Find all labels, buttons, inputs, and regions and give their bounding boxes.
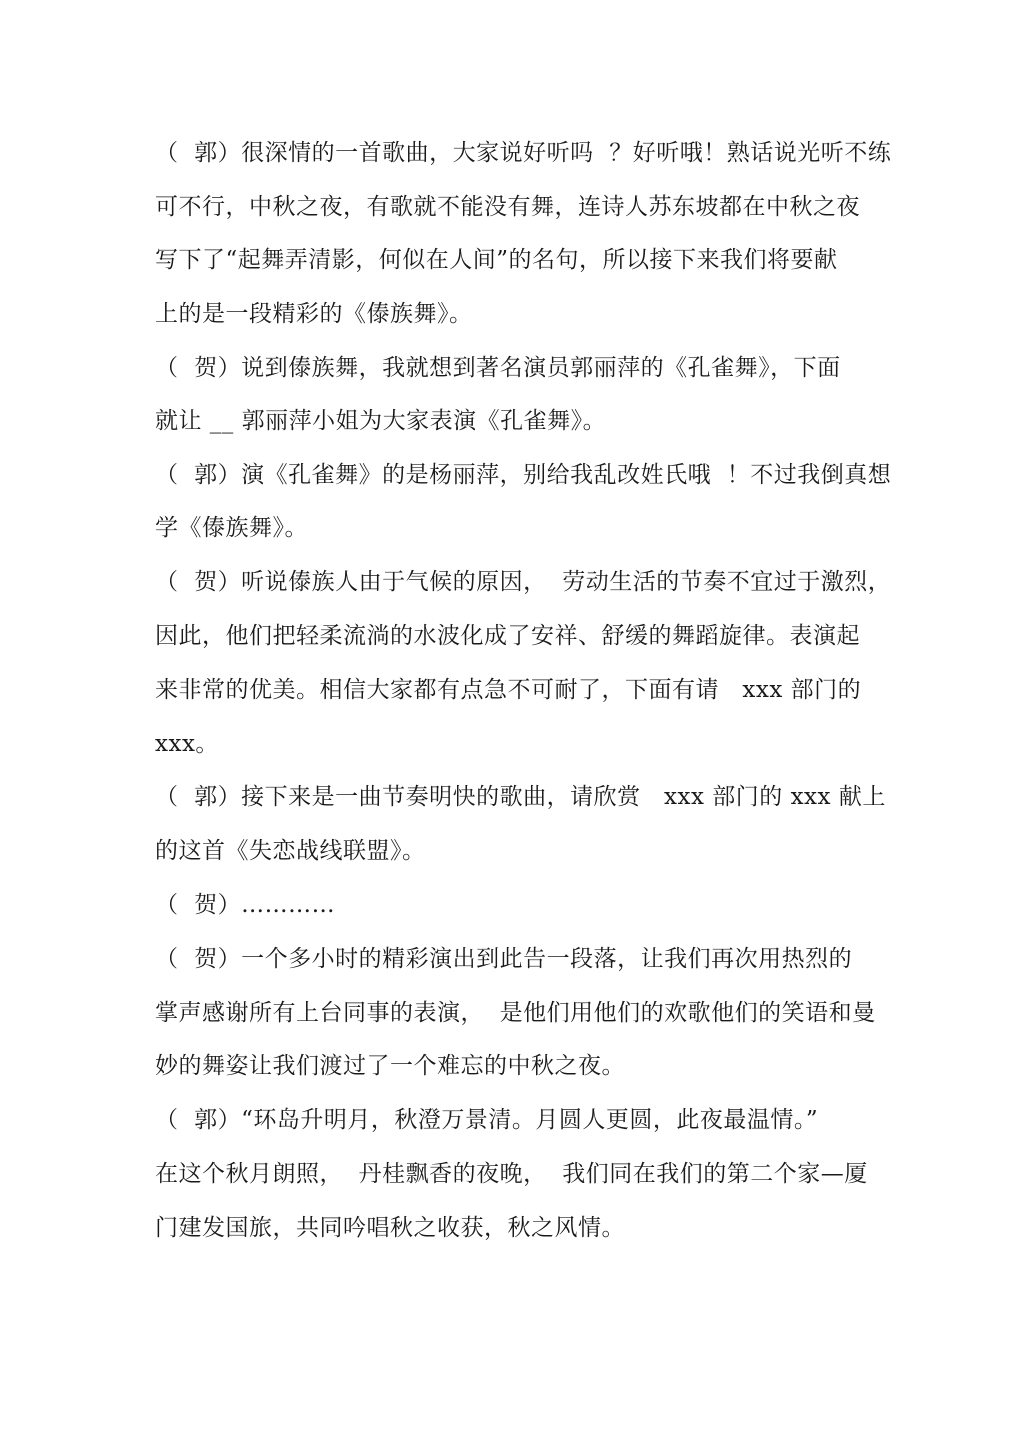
text-line: （ 郭）很深情的一首歌曲，大家说好听吗 ？好听哦！熟话说光听不练: [155, 140, 892, 166]
text-line: （ 郭）演《孔雀舞》的是杨丽萍，别给我乱改姓氏哦 ！不过我倒真想: [155, 462, 892, 488]
text-line: 可不行，中秋之夜，有歌就不能没有舞，连诗人苏东坡都在中秋之夜: [155, 194, 860, 220]
text-line: 的这首《失恋战线联盟》。: [155, 838, 426, 864]
text-line: 在这个秋月朗照， 丹桂飘香的夜晚， 我们同在我们的第二个家—厦: [155, 1161, 868, 1187]
text-line: 上的是一段精彩的《傣族舞》。: [155, 301, 473, 327]
text-line: 来非常的优美。相信大家都有点急不可耐了，下面有请 xxx 部门的: [155, 677, 862, 703]
text-line: （ 贺）说到傣族舞，我就想到著名演员郭丽萍的《孔雀舞》，下面: [155, 355, 841, 381]
text-line: 就让 __ 郭丽萍小姐为大家表演《孔雀舞》。: [155, 408, 607, 434]
text-line: （ 贺）一个多小时的精彩演出到此告一段落，让我们再次用热烈的: [155, 946, 853, 972]
text-line: xxx。: [155, 731, 219, 757]
text-line: 妙的舞姿让我们渡过了一个难忘的中秋之夜。: [155, 1053, 625, 1079]
text-line: 写下了“起舞弄清影，何似在人间”的名句，所以接下来我们将要献: [155, 247, 838, 273]
text-line: （ 郭）接下来是一曲节奏明快的歌曲，请欣赏 xxx 部门的 xxx 献上: [155, 784, 886, 810]
text-line: 因此，他们把轻柔流淌的水波化成了安祥、舒缓的舞蹈旋律。表演起: [155, 623, 860, 649]
text-line: 门建发国旅，共同吟唱秋之收获，秋之风情。: [155, 1215, 625, 1241]
text-line: 学《傣族舞》。: [155, 515, 308, 541]
text-line: （ 贺）…………: [155, 892, 336, 918]
text-line: （ 贺）听说傣族人由于气候的原因， 劳动生活的节奏不宜过于激烈，: [155, 569, 892, 595]
text-line: （ 郭）“环岛升明月，秋澄万景清。月圆人更圆，此夜最温情。”: [155, 1107, 819, 1133]
text-line: 掌声感谢所有上台同事的表演， 是他们用他们的欢歌他们的笑语和曼: [155, 1000, 876, 1026]
